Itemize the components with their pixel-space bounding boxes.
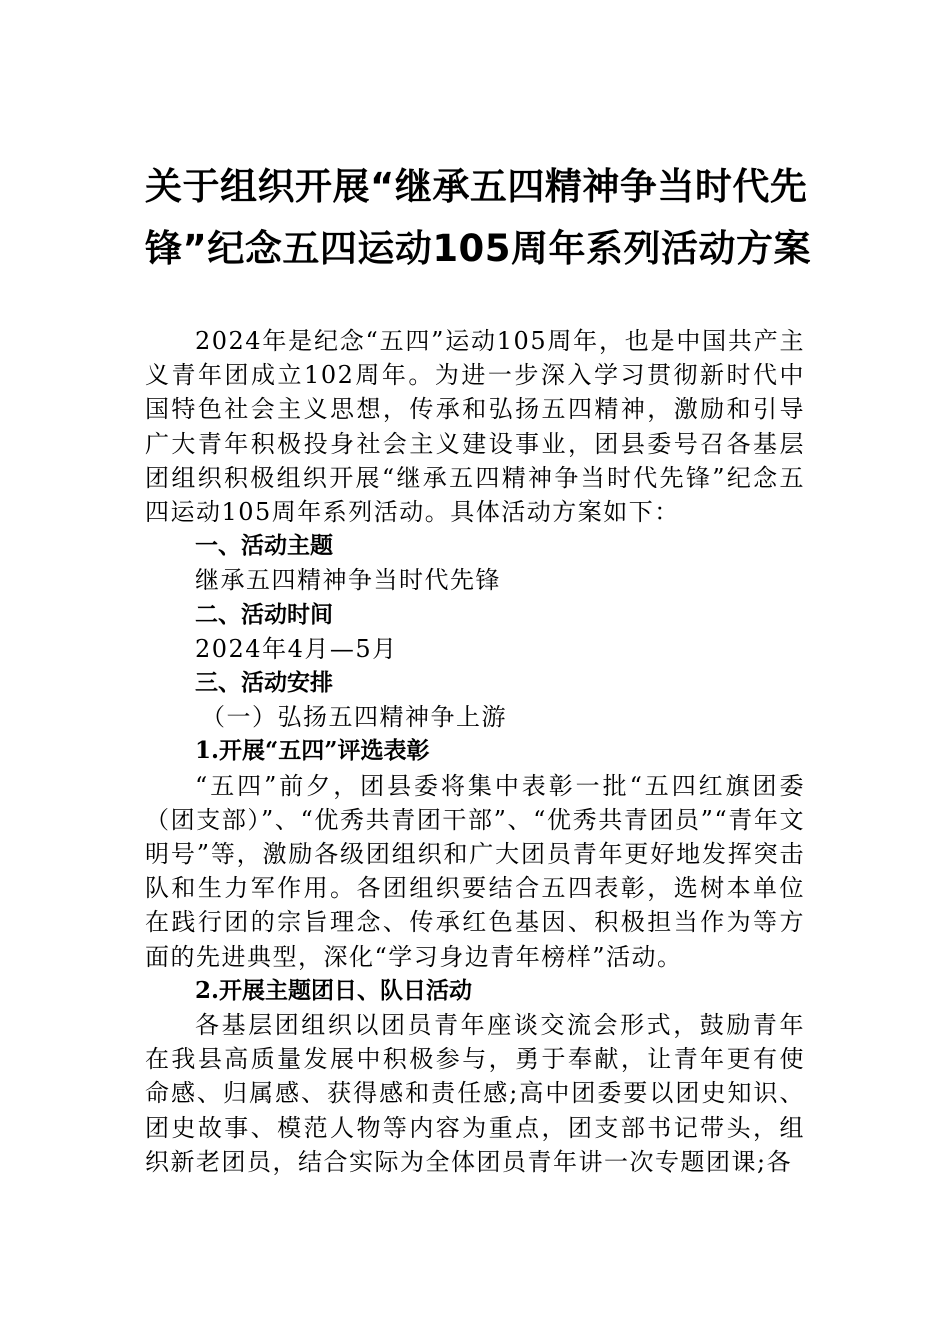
item-paragraph-activities: 各基层团组织以团员青年座谈交流会形式，鼓励青年在我县高质量发展中积极参与，勇于奉献，让青年更有使命感、归属感、获得感和责任感;高中团委要以团史知识、团史故事、模范人物等内容为重点，团支部书记带头，组织新老团员，结合实际为全体团员青年讲一次专题团课;各 <box>145 1011 805 1176</box>
intro-paragraph: 2024年是纪念“五四”运动105周年，也是中国共产主义青年团成立102周年。为进一步深入学习贯彻新时代中国特色社会主义思想，传承和弘扬五四精神，激励和引导广大青年积极投身社会主义建设事业，团县委号召各基层团组织积极组织开展“继承五四精神争当时代先锋”纪念五四运动105周年系列活动。具体活动方案如下： <box>145 327 805 527</box>
section-heading-theme: 一、活动主题 <box>195 533 333 560</box>
document-title <box>145 156 812 280</box>
section-text-time: 2024年4月—5月 <box>195 634 398 663</box>
section-text-theme: 继承五四精神争当时代先锋 <box>195 566 501 595</box>
item-heading-activities: 2.开展主题团日、队日活动 <box>195 976 473 1004</box>
title-line-1: 关于组织开展“继承五四精神争当时代先 <box>145 165 808 208</box>
section-heading-time: 二、活动时间 <box>195 601 333 628</box>
document-body <box>145 324 805 1179</box>
subsection-heading: （一）弘扬五四精神争上游 <box>201 703 507 732</box>
item-paragraph-awards: “五四”前夕，团县委将集中表彰一批“五四红旗团委（团支部）”、“优秀共青团干部”、“优秀共青团员”“青年文明号”等，激励各级团组织和广大团员青年更好地发挥突击队和生力军作用。各团组织要结合五四表彰，选树本单位在践行团的宗旨理念、传承红色基因、积极担当作为等方面的先进典型，深化“学习身边青年榜样”活动。 <box>145 771 805 971</box>
title-line-2: 锋”纪念五四运动105周年系列活动方案 <box>145 227 812 270</box>
item-heading-awards: 1.开展“五四”评选表彰 <box>195 737 430 765</box>
section-heading-arrangement: 三、活动安排 <box>195 670 333 697</box>
